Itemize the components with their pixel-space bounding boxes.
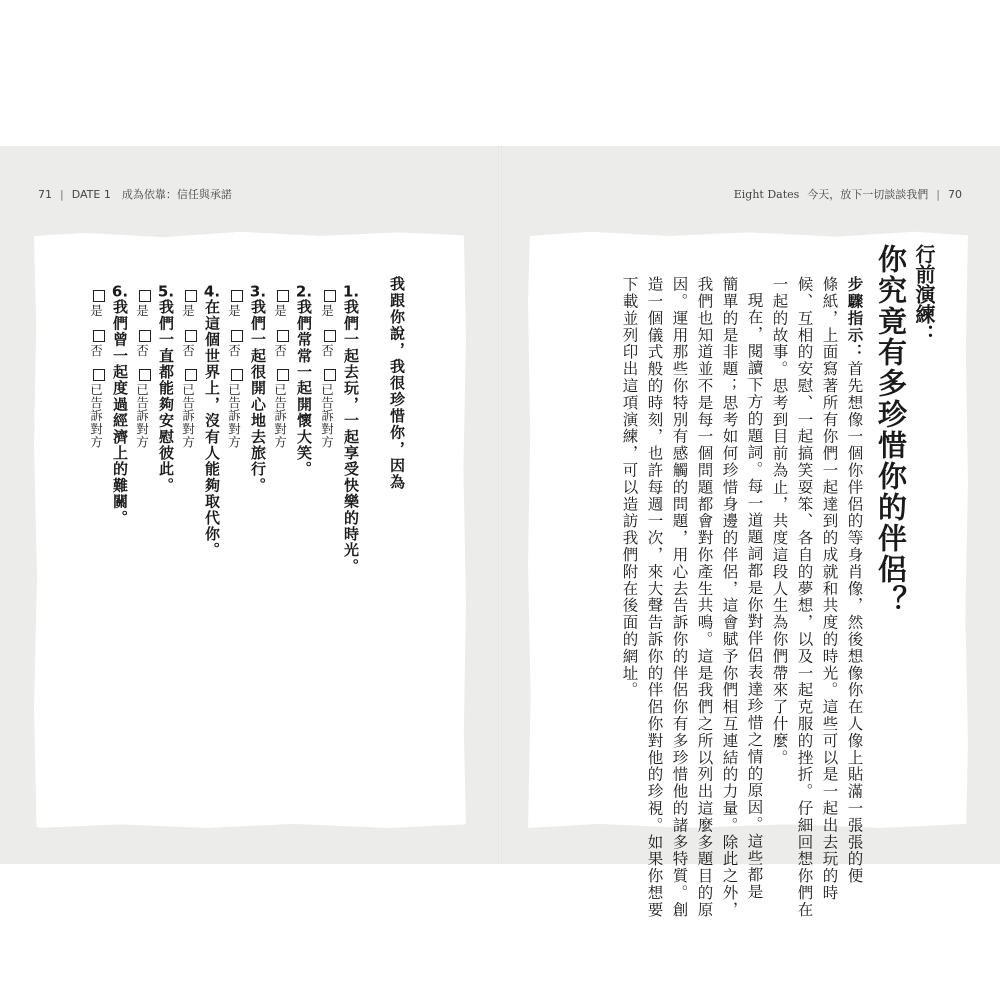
- checklist-item-6: 6.我們曾一起度過經濟上的難關。: [111, 284, 129, 526]
- option-told[interactable]: 已告訴對方: [227, 369, 243, 449]
- left-page-header: 71 | DATE 1 成為依靠：信任與承諾: [38, 188, 232, 201]
- checkbox-icon[interactable]: [139, 369, 151, 381]
- instruction-column-9: 造一個儀式般的時刻，也許每週一次，來大聲告訴你的伴侶你對他的珍視。如果你想要: [645, 276, 664, 919]
- checklist-options-4: [181, 290, 197, 457]
- option-no[interactable]: 否: [273, 330, 289, 357]
- option-no[interactable]: 否: [227, 330, 243, 357]
- instruction-column-4: 一起的故事。思考到目前為止，共度這段人生為你們帶來了什麼。: [770, 276, 789, 767]
- exercise-label: 行前演練：: [912, 244, 936, 344]
- checklist-options-2: [273, 290, 289, 457]
- checkbox-icon[interactable]: [324, 330, 336, 342]
- right-page-number: 70: [948, 188, 962, 201]
- option-told[interactable]: 已告訴對方: [135, 369, 151, 449]
- right-page-header: Eight Dates 今天，放下一切談談我們 | 70: [733, 188, 962, 201]
- instruction-column-10: 下載並列印出這項演練，可以造訪我們附在後面的網址。: [620, 276, 639, 699]
- checkbox-icon[interactable]: [277, 330, 289, 342]
- instruction-column-2: 條紙，上面寫著所有你們一起達到的成就和共度的時光。這些可以是一起出去玩的時: [820, 276, 839, 902]
- exercise-title: 你究竟有多珍惜你的伴侶？: [874, 244, 908, 616]
- instruction-column-6: 簡單的是非題；思考如何珍惜身邊的伴侶，這會賦予你們相互連結的力量。除此之外，: [720, 276, 739, 919]
- option-yes[interactable]: 是: [89, 290, 105, 317]
- instruction-column-7: 我們也知道並不是每一個問題都會對你產生共鳴。這是我們之所以列出這麼多題目的原: [695, 276, 714, 919]
- option-yes[interactable]: 是: [273, 290, 289, 317]
- checklist-options-1: [320, 290, 336, 457]
- checkbox-icon[interactable]: [231, 330, 243, 342]
- option-no[interactable]: 否: [320, 330, 336, 357]
- option-no[interactable]: 否: [181, 330, 197, 357]
- checklist-options-6: [89, 290, 105, 457]
- option-yes[interactable]: 是: [227, 290, 243, 317]
- checkbox-icon[interactable]: [139, 290, 151, 302]
- option-told[interactable]: 已告訴對方: [320, 369, 336, 449]
- checkbox-icon[interactable]: [324, 369, 336, 381]
- right-book-title: Eight Dates: [733, 188, 800, 201]
- instruction-column-5: 現在，閱讀下方的題詞。每一道題詞都是你對伴侶表達珍惜之情的原因。這些都是: [745, 292, 764, 901]
- checkbox-icon[interactable]: [185, 290, 197, 302]
- checklist-item-3: 3.我們一起很開心地去旅行。: [249, 284, 267, 494]
- left-page-number: 71: [38, 188, 52, 201]
- checkbox-icon[interactable]: [93, 290, 105, 302]
- option-told[interactable]: 已告訴對方: [273, 369, 289, 449]
- checklist-item-5: 5.我們一直都能夠安慰彼此。: [157, 284, 175, 494]
- checklist-options-3: [227, 290, 243, 457]
- checkbox-icon[interactable]: [277, 369, 289, 381]
- option-told[interactable]: 已告訴對方: [89, 369, 105, 449]
- option-no[interactable]: 否: [135, 330, 151, 357]
- right-running-title: 今天，放下一切談談我們: [807, 188, 929, 201]
- checkbox-icon[interactable]: [93, 330, 105, 342]
- checklist-options-5: [135, 290, 151, 457]
- option-no[interactable]: 否: [89, 330, 105, 357]
- option-told[interactable]: 已告訴對方: [181, 369, 197, 449]
- checklist-item-4: 4.在這個世界上，沒有人能夠取代你。: [203, 284, 221, 559]
- option-yes[interactable]: 是: [320, 290, 336, 317]
- instruction-column-3: 候、互相的安慰、一起搞笑耍笨、各自的夢想，以及一起克服的挫折。仔細回想你們在: [795, 276, 814, 919]
- checkbox-icon[interactable]: [185, 330, 197, 342]
- checklist-item-1: 1.我們一起去玩，一起享受快樂的時光。: [342, 284, 360, 575]
- checkbox-icon[interactable]: [231, 369, 243, 381]
- instruction-column-8: 因。運用那些你特別有感觸的問題，用心去告訴你的伴侶你有多珍惜他的諸多特質。創: [670, 276, 689, 919]
- checkbox-icon[interactable]: [93, 369, 105, 381]
- step-label: 步驟指示：: [845, 276, 864, 361]
- checklist-intro: 我跟你說，我很珍惜你，因為: [388, 276, 406, 491]
- checklist-item-2: 2.我們常常一起開懷大笑。: [295, 284, 313, 478]
- checkbox-icon[interactable]: [139, 330, 151, 342]
- checkbox-icon[interactable]: [277, 290, 289, 302]
- checkbox-icon[interactable]: [185, 369, 197, 381]
- book-gutter: [498, 146, 502, 864]
- left-running-title: DATE 1 成為依靠：信任與承諾: [71, 188, 232, 201]
- checkbox-icon[interactable]: [231, 290, 243, 302]
- checkbox-icon[interactable]: [324, 290, 336, 302]
- option-yes[interactable]: 是: [181, 290, 197, 317]
- instruction-column-1: 步驟指示：首先想像一個你伴侶的等身肖像，然後想像你在人像上貼滿一張張的便: [845, 276, 864, 885]
- option-yes[interactable]: 是: [135, 290, 151, 317]
